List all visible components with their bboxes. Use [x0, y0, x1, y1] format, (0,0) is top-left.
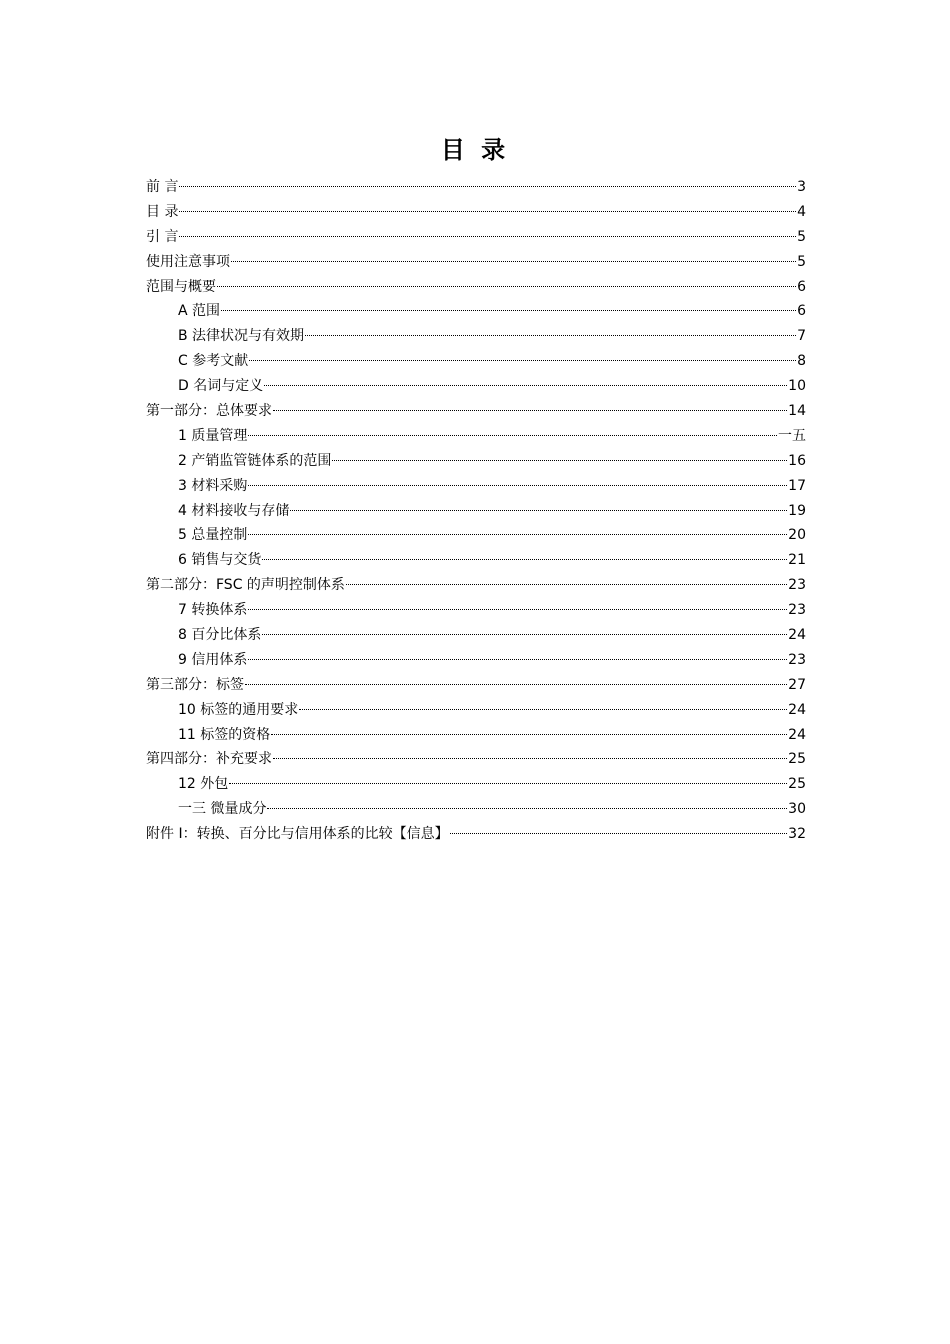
toc-page-number: 17 — [788, 477, 806, 494]
toc-entry-label: 第一部分：总体要求 — [146, 403, 272, 420]
toc-page-number: 19 — [788, 502, 806, 519]
toc-dot-leader — [248, 485, 787, 486]
toc-page-number: 16 — [788, 452, 806, 469]
toc-entry-label: 2 产销监管链体系的范围 — [178, 452, 332, 469]
toc-entry-label: 第三部分：标签 — [146, 676, 244, 693]
toc-dot-leader — [262, 634, 787, 635]
toc-entry[interactable] — [146, 399, 806, 424]
toc-entry-label: 一三 微量成分 — [178, 801, 267, 818]
toc-entry-label: 11 标签的资格 — [178, 726, 271, 743]
toc-dot-leader — [267, 808, 787, 809]
toc-dot-leader — [217, 286, 796, 287]
toc-page-number: 24 — [788, 701, 806, 718]
toc-entry-label: 5 总量控制 — [178, 527, 248, 544]
toc-entry[interactable] — [146, 772, 806, 797]
toc-entry[interactable] — [146, 698, 806, 723]
toc-entry[interactable] — [146, 374, 806, 399]
toc-page-number: 10 — [788, 378, 806, 395]
toc-dot-leader — [248, 609, 787, 610]
toc-entry-label: D 名词与定义 — [178, 378, 264, 395]
toc-entry-label: 前 言 — [146, 179, 179, 195]
toc-entry[interactable] — [146, 797, 806, 822]
toc-title: 目 录 — [440, 136, 510, 164]
toc-entry[interactable] — [146, 324, 806, 349]
toc-entry[interactable] — [146, 673, 806, 698]
toc-entry-label: A 范围 — [178, 303, 221, 320]
toc-entry-label: B 法律状况与有效期 — [178, 328, 305, 345]
toc-page-number: 20 — [788, 527, 806, 544]
toc-dot-leader — [262, 559, 787, 560]
toc-dot-leader — [179, 186, 796, 187]
toc-entry[interactable] — [146, 449, 806, 474]
toc-entry[interactable] — [146, 225, 806, 250]
toc-dot-leader — [290, 510, 787, 511]
toc-entry-label: 使用注意事项 — [146, 253, 230, 270]
toc-page-number: 25 — [788, 751, 806, 768]
toc-dot-leader — [248, 435, 777, 436]
toc-page-number: 4 — [797, 203, 806, 220]
toc-page-number: 25 — [788, 776, 806, 793]
toc-entry[interactable] — [146, 822, 806, 847]
toc-entry-label: 9 信用体系 — [178, 651, 248, 668]
toc-entry[interactable] — [146, 623, 806, 648]
toc-entry[interactable] — [146, 275, 806, 300]
toc-entry[interactable] — [146, 474, 806, 499]
toc-dot-leader — [450, 833, 788, 834]
toc-entry-label: 1 质量管理 — [178, 427, 248, 444]
toc-entry-label: C 参考文献 — [178, 353, 249, 370]
toc-entry-label: 3 材料采购 — [178, 477, 248, 494]
toc-entry-label: 10 标签的通用要求 — [178, 701, 299, 718]
toc-page-number: 32 — [788, 826, 806, 843]
toc-dot-leader — [245, 684, 787, 685]
toc-entry[interactable] — [146, 250, 806, 275]
toc-entry[interactable] — [146, 499, 806, 524]
toc-entry-label: 范围与概要 — [146, 278, 216, 295]
toc-entry-label: 6 销售与交货 — [178, 552, 262, 569]
toc-dot-leader — [229, 783, 787, 784]
toc-entry-label: 第二部分：FSC 的声明控制体系 — [146, 577, 345, 594]
toc-entry-label: 第四部分：补充要求 — [146, 751, 272, 768]
toc-entry[interactable] — [146, 548, 806, 573]
toc-dot-leader — [305, 335, 796, 336]
toc-page-number: 一五 — [778, 427, 806, 444]
toc-page-number: 8 — [797, 353, 806, 370]
toc-entry[interactable] — [146, 598, 806, 623]
toc-page-number: 14 — [788, 403, 806, 420]
toc-entry[interactable] — [146, 648, 806, 673]
toc-dot-leader — [249, 360, 796, 361]
toc-entry-label: 12 外包 — [178, 776, 229, 793]
toc-dot-leader — [299, 709, 787, 710]
toc-page-number: 23 — [788, 577, 806, 594]
toc-entry-label: 附件 I：转换、百分比与信用体系的比较【信息】 — [146, 826, 449, 843]
toc-dot-leader — [273, 410, 787, 411]
table-of-contents — [146, 175, 806, 847]
toc-entry[interactable] — [146, 349, 806, 374]
toc-page-number: 24 — [788, 726, 806, 743]
toc-entry-label: 目 录 — [146, 203, 179, 220]
toc-dot-leader — [231, 261, 796, 262]
toc-page-number: 7 — [797, 328, 806, 345]
toc-dot-leader — [264, 385, 787, 386]
toc-entry-label: 8 百分比体系 — [178, 627, 262, 644]
toc-entry[interactable] — [146, 424, 806, 449]
toc-page-number: 23 — [788, 602, 806, 619]
toc-entry[interactable] — [146, 747, 806, 772]
toc-entry[interactable] — [146, 200, 806, 225]
toc-dot-leader — [271, 734, 787, 735]
toc-entry-label: 7 转换体系 — [178, 602, 248, 619]
toc-page-number: 24 — [788, 627, 806, 644]
toc-dot-leader — [346, 584, 787, 585]
toc-entry-label: 4 材料接收与存储 — [178, 502, 290, 519]
toc-page-number: 6 — [797, 278, 806, 295]
toc-entry[interactable] — [146, 523, 806, 548]
toc-page-number: 27 — [788, 676, 806, 693]
toc-page-number: 5 — [797, 253, 806, 270]
toc-page-number: 21 — [788, 552, 806, 569]
toc-dot-leader — [332, 460, 787, 461]
toc-dot-leader — [179, 236, 796, 237]
toc-dot-leader — [273, 758, 787, 759]
toc-entry-label: 引 言 — [146, 228, 179, 245]
toc-entry[interactable] — [146, 723, 806, 748]
toc-page-number: 6 — [797, 303, 806, 320]
toc-entry[interactable] — [146, 573, 806, 598]
toc-dot-leader — [179, 211, 796, 212]
toc-page-number: 5 — [797, 228, 806, 245]
toc-page-number: 3 — [797, 179, 806, 195]
toc-dot-leader — [248, 659, 787, 660]
toc-dot-leader — [248, 534, 787, 535]
toc-page-number: 23 — [788, 651, 806, 668]
toc-entry[interactable] — [146, 175, 806, 200]
toc-entry[interactable] — [146, 299, 806, 324]
toc-dot-leader — [221, 310, 796, 311]
toc-page-number: 30 — [788, 801, 806, 818]
